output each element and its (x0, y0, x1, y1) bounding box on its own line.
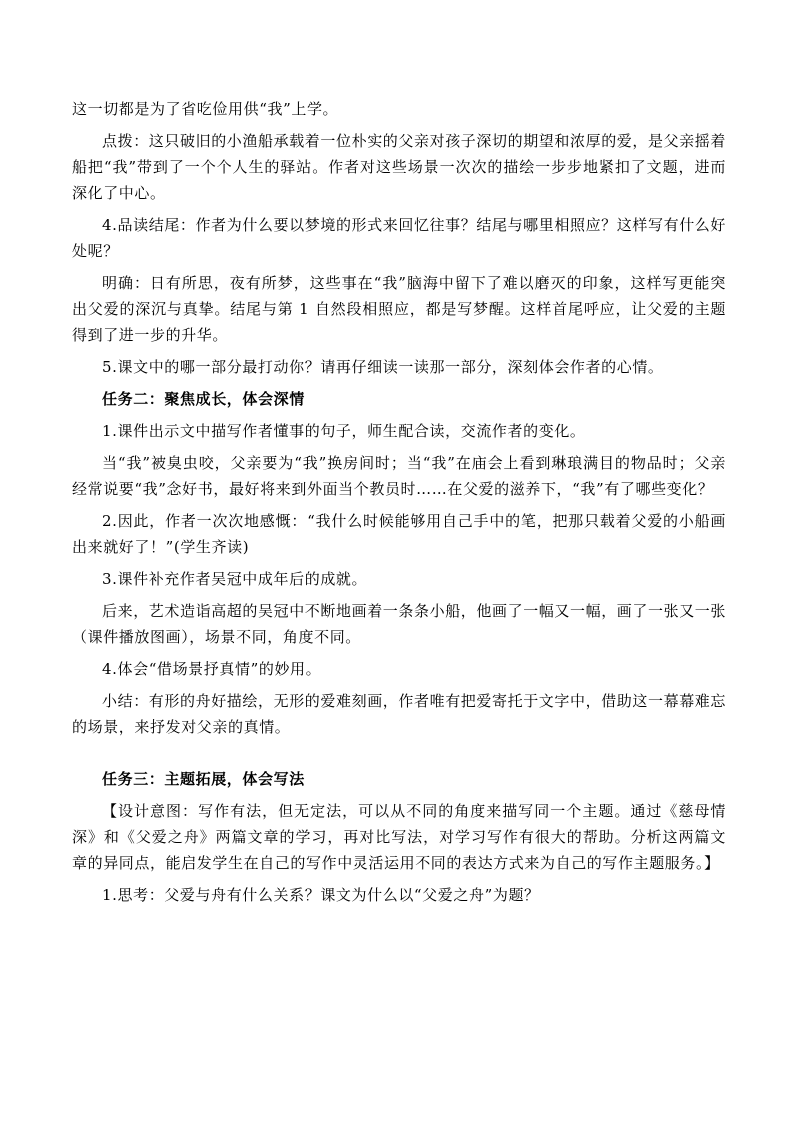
paragraph: 1.思考：父爱与舟有什么关系？课文为什么以“父爱之舟”为题？ (102, 886, 540, 904)
paragraph: 3.课件补充作者吴冠中成年后的成就。 (102, 570, 368, 588)
section-heading-task2: 任务二：聚焦成长，体会深情 (102, 390, 305, 408)
paragraph: 【设计意图：写作有法，但无定法，可以从不同的角度来描写同一个主题。通过《慈母情深》和《父爱之舟》两篇文章的学习，再对比写法，对学习写作有很大的帮助。分析这两篇文章的异同点，能启发学生在自己的写作中灵活运用不同的表达方式来为自己的写作主题服务。】 (72, 802, 726, 872)
paragraph: 4.品读结尾：作者为什么要以梦境的形式来回忆往事？结尾与哪里相照应？这样写有什么好处呢？ (72, 216, 726, 260)
paragraph: 1.课件出示文中描写作者懂事的句子，师生配合读，交流作者的变化。 (102, 422, 586, 440)
document-page (72, 96, 726, 914)
paragraph: 这一切都是为了省吃俭用供“我”上学。 (72, 100, 339, 118)
paragraph: 明确：日有所思，夜有所梦，这些事在“我”脑海中留下了难以磨灭的印象，这样写更能突出父爱的深沉与真挚。结尾与第 1 自然段相照应，都是写梦醒。这样首尾呼应，让父爱的主题得到了进一步的升华。 (72, 274, 726, 344)
paragraph: 2.因此，作者一次次地感慨：“我什么时候能够用自己手中的笔，把那只载着父爱的小船画出来就好了！”(学生齐读) (72, 512, 726, 556)
paragraph: 后来，艺术造诣高超的吴冠中不断地画着一条条小船，他画了一幅又一幅，画了一张又一张（课件播放图画），场景不同，角度不同。 (72, 602, 727, 646)
paragraph: 当“我”被臭虫咬，父亲要为“我”换房间时；当“我”在庙会上看到琳琅满目的物品时；父亲经常说要“我”念好书，最好将来到外面当个教员时……在父爱的滋养下，“我”有了哪些变化？ (72, 454, 726, 498)
paragraph: 4.体会“借场景抒真情”的妙用。 (102, 660, 322, 678)
section-spacer (72, 746, 726, 766)
section-heading-task3: 任务三：主题拓展，体会写法 (102, 770, 305, 788)
paragraph: 点拨：这只破旧的小渔船承载着一位朴实的父亲对孩子深切的期望和浓厚的爱，是父亲摇着船把“我”带到了一个个人生的驿站。作者对这些场景一次次的描绘一步步地紧扣了文题，进而深化了中心。 (72, 132, 727, 202)
paragraph: 小结：有形的舟好描绘，无形的爱难刻画，作者唯有把爱寄托于文字中，借助这一幕幕难忘的场景，来抒发对父亲的真情。 (72, 692, 727, 736)
paragraph: 5.课文中的哪一部分最打动你？请再仔细读一读那一部分，深刻体会作者的心情。 (102, 358, 664, 376)
